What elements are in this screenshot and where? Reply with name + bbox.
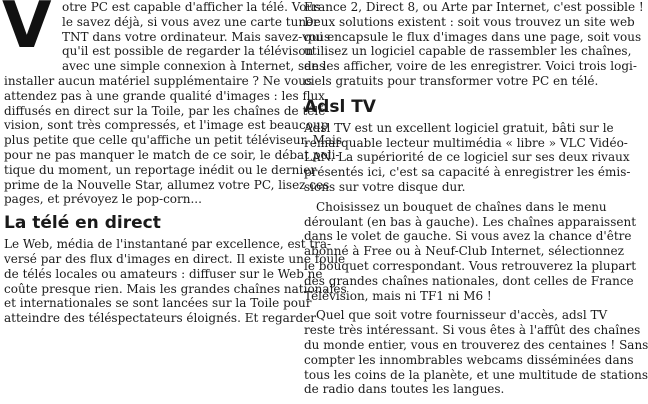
paragraph-line: Quel que soit votre fournisseur d'accès, adsl TV <box>316 308 608 323</box>
intro-line: attendez pas à une grande qualité d'images : les flux <box>4 88 325 103</box>
right-intro-line: utilisez un logiciel capable de rassembler les chaînes, <box>304 44 632 59</box>
intro-line: plus petite que celle qu'affiche un petit téléviseur. Mais <box>4 133 343 148</box>
paragraph-line: compter les innombrables webcams disséminées dans <box>304 352 634 367</box>
right-intro-line: de les afficher, voire de les enregistrer. Voici trois logi- <box>304 59 637 74</box>
intro-line: vision, sont très compressés, et l'image est beaucoup <box>4 118 329 133</box>
section-line: de télés locales ou amateurs : diffuser sur le Web ne <box>4 266 323 281</box>
paragraph-line: le bouquet correspondant. Vous retrouverez la plupart <box>304 258 637 273</box>
intro-line: le savez déjà, si vous avez une carte tuner <box>62 14 319 29</box>
intro-line: otre PC est capable d'afficher la télé. Vous <box>62 0 321 14</box>
section-line: versé par des flux d'images en direct. Il existe une foule <box>4 251 346 266</box>
intro-line: diffusés en direct sur la Toile, par les chaînes de télé- <box>4 103 330 118</box>
paragraph-line: tous les coins de la planète, et une multitude de stations <box>304 367 648 382</box>
right-intro-line: France 2, Direct 8, ou Arte par Internet, c'est possible ! <box>304 0 644 14</box>
paragraph-line: présentés ici, c'est sa capacité à enregistrer les émis- <box>304 165 631 180</box>
paragraph-line: LAN. La supériorité de ce logiciel sur ses deux rivaux <box>304 150 630 165</box>
drop-cap: V <box>2 0 52 63</box>
intro-line: pour ne pas manquer le match de ce soir, le débat poli- <box>4 147 340 162</box>
paragraph-line: des grandes chaînes nationales, dont celles de France <box>304 273 634 288</box>
section-line: atteindre des téléspectateurs éloignés. Et regarder <box>4 311 317 326</box>
right-intro-line: Deux solutions existent : soit vous trouvez un site web <box>304 14 635 29</box>
paragraph-line: de radio dans toutes les langues. <box>304 382 505 397</box>
section-line: et internationales se sont lancées sur la Toile pour <box>4 296 312 311</box>
paragraph-line: du monde entier, vous en trouverez des centaines ! Sans <box>304 337 648 352</box>
paragraph-line: sions sur votre disque dur. <box>304 179 466 194</box>
paragraph-line: Choisissez un bouquet de chaînes dans le menu <box>316 199 607 214</box>
right-column <box>304 0 648 397</box>
section-heading-tele-direct: La télé en direct <box>4 213 161 234</box>
intro-line: prime de la Nouvelle Star, allumez votre PC, lisez ces <box>4 177 330 192</box>
intro-line: installer aucun matériel supplémentaire ? Ne vous <box>4 73 313 88</box>
right-intro-line: qui encapsule le flux d'images dans une page, soit vous <box>304 29 642 44</box>
paragraph-line: Adsl TV est un excellent logiciel gratuit, bâti sur le <box>304 120 614 135</box>
intro-line: TNT dans votre ordinateur. Mais savez-vous <box>62 29 331 44</box>
paragraph-line: abonné à Free ou à Neuf-Club Internet, sélectionnez <box>304 244 624 259</box>
section-line: Le Web, média de l'instantané par excellence, est tra- <box>4 237 332 252</box>
paragraph-line: déroulant (en bas à gauche). Les chaînes apparaissent <box>304 214 637 229</box>
paragraph-line: Télévision, mais ni TF1 ni M6 ! <box>304 288 492 303</box>
paragraph-line: remarquable lecteur multimédia « libre » VLC Vidéo- <box>304 135 628 150</box>
right-intro-line: ciels gratuits pour transformer votre PC en télé. <box>304 73 599 88</box>
intro-line: avec une simple connexion à Internet, sans <box>62 59 326 74</box>
intro-line: qu'il est possible de regarder la télévison <box>62 44 314 59</box>
paragraph-line: dans le volet de gauche. Si vous avez la chance d'être <box>304 229 632 244</box>
intro-line: tique du moment, un reportage inédit ou le dernier <box>4 162 317 177</box>
section-line: coûte presque rien. Mais les grandes chaînes nationales <box>4 281 347 296</box>
paragraph-line: reste très intéressant. Si vous êtes à l'affût des chaînes <box>304 323 641 338</box>
intro-line: pages, et prévoyez le pop-corn... <box>4 192 202 207</box>
section-heading-adsl-tv: Adsl TV <box>304 96 376 117</box>
